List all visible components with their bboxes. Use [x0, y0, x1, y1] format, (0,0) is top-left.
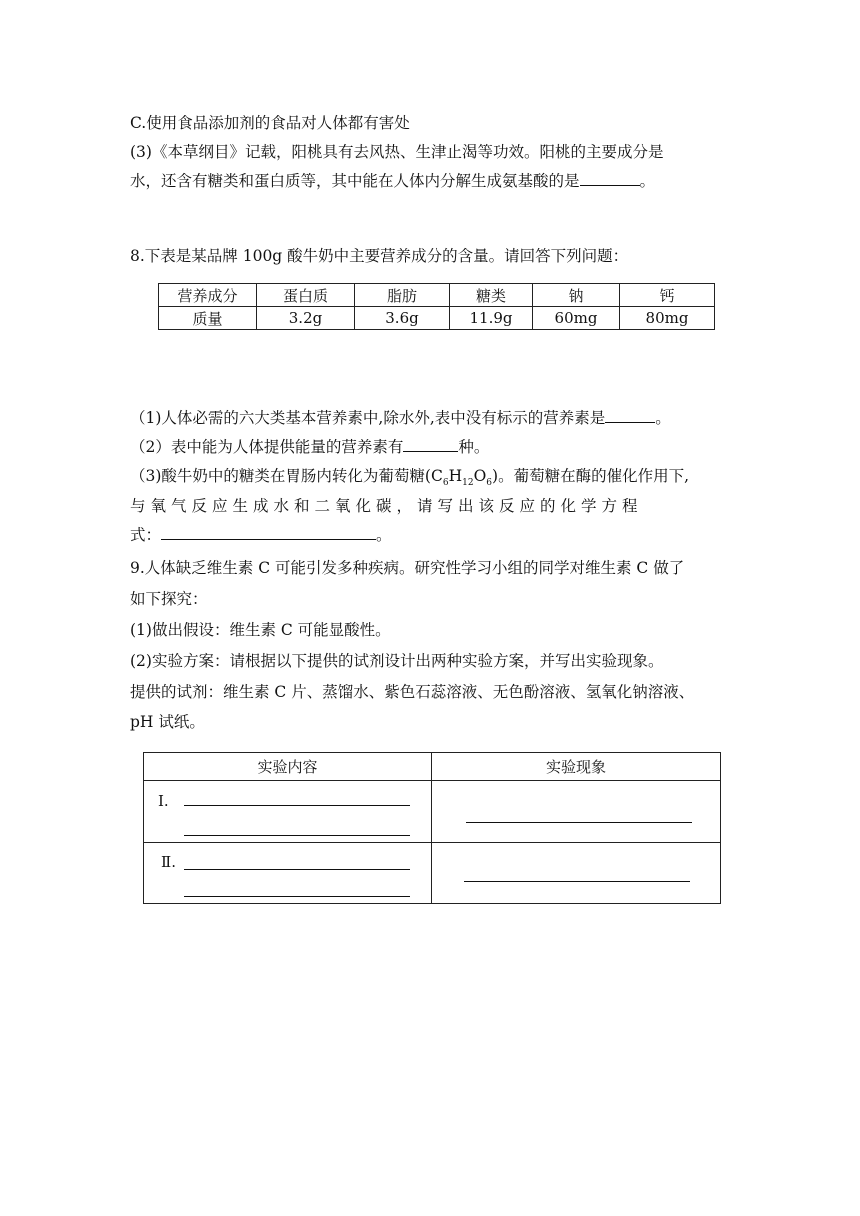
- header-experiment-phenomenon: 实验现象: [432, 753, 721, 781]
- q8-sub1-end: 。: [655, 409, 671, 427]
- answer-blank-q8-2[interactable]: [403, 435, 458, 452]
- q8-sub1: [130, 406, 671, 430]
- header-cell: 蛋白质: [257, 284, 355, 307]
- row-2-label: Ⅱ.: [161, 853, 176, 871]
- q9-intro-line2: 如下探究：: [130, 590, 208, 608]
- formula-c: C: [430, 467, 443, 485]
- formula-o-sub: 6: [486, 478, 493, 489]
- answer-line-row2-content-1[interactable]: [184, 869, 410, 870]
- q9-step2: (2)实验方案：请根据以下提供的试剂设计出两种实验方案，并写出实验现象。: [130, 652, 664, 670]
- q9-step1: (1)做出假设：维生素 C 可能显酸性。: [130, 621, 391, 639]
- experiment-row-2-phenomenon: [432, 843, 721, 904]
- formula-h: H: [448, 467, 463, 485]
- glucose-formula: [430, 467, 493, 489]
- q8-sub3-text: （3)酸牛奶中的糖类在胃肠内转化为葡萄糖(: [130, 467, 431, 485]
- table-cell: 80mg: [620, 307, 715, 330]
- answer-line-row1-content-2[interactable]: [184, 835, 410, 836]
- q8-sub3-text-end: )。葡萄糖在酶的催化作用下,: [492, 467, 689, 485]
- experiment-row-1: [144, 781, 721, 843]
- q7-part3-end: 。: [639, 172, 656, 190]
- row-1-label: Ⅰ.: [158, 792, 169, 810]
- q8-sub3-line2: 与氧气反应生成水和二氧化碳，请写出该反应的化学方程: [130, 497, 643, 515]
- table-cell: 3.6g: [355, 307, 450, 330]
- q8-intro: 8.下表是某品牌 100g 酸牛奶中主要营养成分的含量。请回答下列问题：: [130, 247, 629, 265]
- header-cell: 钠: [533, 284, 620, 307]
- q9-intro-line1: 9.人体缺乏维生素 C 可能引发多种疾病。研究性学习小组的同学对维生素 C 做了: [130, 559, 685, 577]
- q8-sub2: [130, 435, 489, 459]
- answer-blank-q8-3[interactable]: [161, 523, 376, 540]
- q9-reagents-line2: pH 试纸。: [130, 713, 205, 731]
- q8-sub2-text: （2）表中能为人体提供能量的营养素有: [130, 438, 404, 456]
- q7-option-c: C.使用食品添加剂的食品对人体都有害处: [130, 114, 410, 132]
- q8-sub3-line1: [130, 464, 689, 495]
- experiment-row-2: [144, 843, 721, 904]
- formula-o: O: [473, 467, 487, 485]
- experiment-row-1-content: [144, 781, 432, 843]
- header-cell: 钙: [620, 284, 715, 307]
- answer-blank-q8-1[interactable]: [605, 406, 655, 423]
- q8-sub2-end: 种。: [458, 438, 490, 456]
- table-cell: 质量: [159, 307, 257, 330]
- q8-sub3-label: 式：: [130, 526, 162, 544]
- header-cell: 营养成分: [159, 284, 257, 307]
- nutrition-table-header: [159, 284, 715, 307]
- answer-line-row1-content-1[interactable]: [184, 805, 410, 806]
- answer-blank-q7-3[interactable]: [580, 169, 640, 186]
- formula-h-sub: 12: [462, 478, 474, 489]
- q7-part3-line2: [130, 169, 655, 193]
- table-cell: 3.2g: [257, 307, 355, 330]
- header-cell: 脂肪: [355, 284, 450, 307]
- formula-c-sub: 6: [442, 478, 449, 489]
- nutrition-table-row: [159, 307, 715, 330]
- header-cell: 糖类: [450, 284, 533, 307]
- answer-line-row1-phenomenon[interactable]: [466, 822, 692, 823]
- q7-part3-line1: (3)《本草纲目》记载，阳桃具有去风热、生津止渴等功效。阳桃的主要成分是: [130, 143, 664, 161]
- q8-sub1-text: （1)人体必需的六大类基本营养素中,除水外,表中没有标示的营养素是: [130, 409, 606, 427]
- experiment-row-1-phenomenon: [432, 781, 721, 843]
- answer-line-row2-content-2[interactable]: [184, 896, 410, 897]
- experiment-row-2-content: [144, 843, 432, 904]
- q8-sub3-line3: [130, 523, 392, 547]
- nutrition-table: [158, 283, 715, 330]
- answer-line-row2-phenomenon[interactable]: [464, 881, 690, 882]
- table-cell: 60mg: [533, 307, 620, 330]
- header-experiment-content: 实验内容: [144, 753, 432, 781]
- q9-reagents-line1: 提供的试剂：维生素 C 片、蒸馏水、紫色石蕊溶液、无色酚溶液、氢氧化钠溶液、: [130, 683, 695, 701]
- q8-sub3-end: 。: [376, 526, 392, 544]
- table-cell: 11.9g: [450, 307, 533, 330]
- q7-part3-text: 水，还含有糖类和蛋白质等，其中能在人体内分解生成氨基酸的是: [130, 172, 580, 190]
- experiment-table-header: [144, 753, 721, 781]
